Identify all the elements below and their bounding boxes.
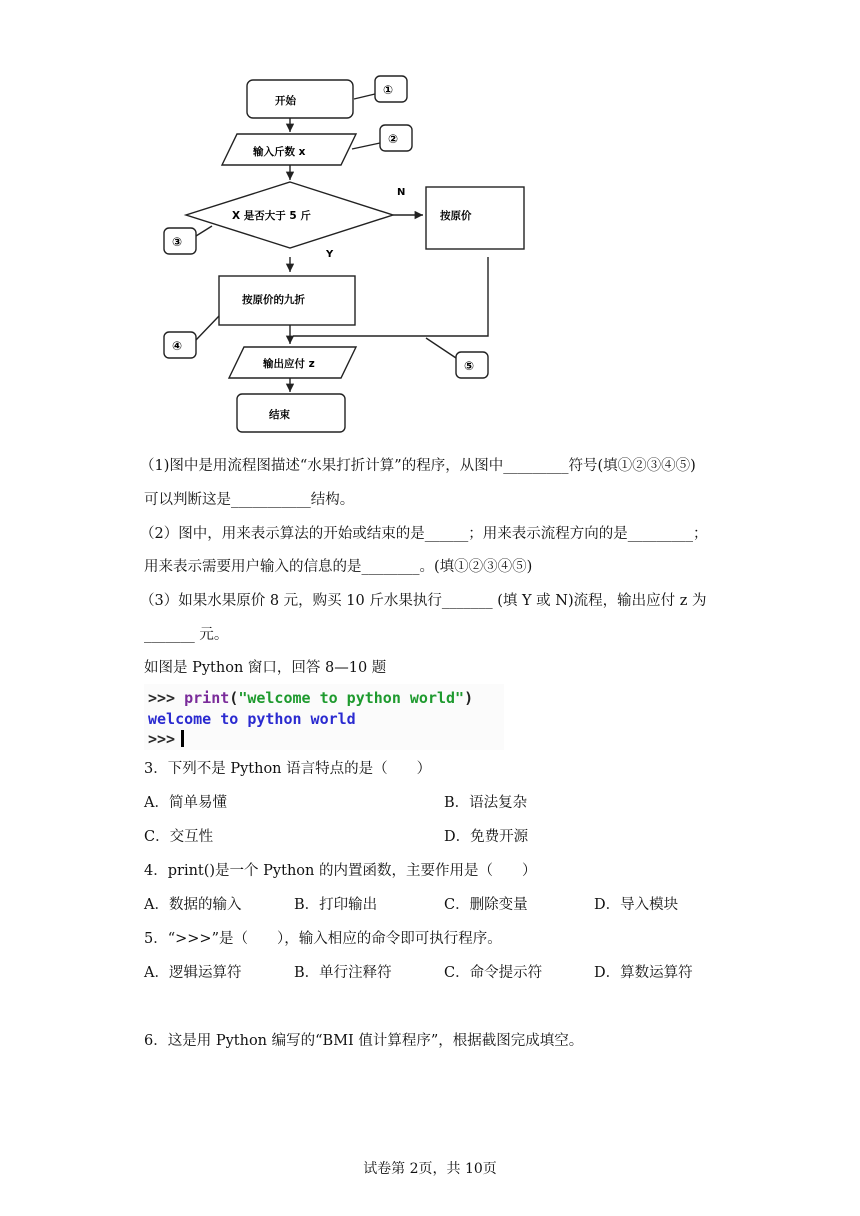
python-output: welcome to python world <box>148 710 356 728</box>
no-process-label: 按原价 <box>440 210 472 222</box>
q-part1-line1: （1)图中是用流程图描述“水果打折计算”的程序，从图中_________符号(填①②③④⑤) <box>140 458 696 474</box>
python-intro: 如图是 Python 窗口，回答 8—10 题 <box>144 660 387 676</box>
open-paren: ( <box>229 689 239 707</box>
q-part3-line2: _______ 元。 <box>144 627 229 643</box>
close-paren: ) <box>464 689 474 707</box>
q4-option-a: A．数据的输入 <box>144 897 242 913</box>
q3-stem: 3．下列不是 Python 语言特点的是（ ） <box>144 761 432 777</box>
callout-3: ③ <box>172 235 183 249</box>
python-line-1 <box>148 688 473 708</box>
callout-1: ① <box>383 83 394 97</box>
end-box <box>237 394 345 432</box>
q4-option-d: D．导入模块 <box>594 897 679 913</box>
q3-option-a: A．简单易懂 <box>144 795 227 811</box>
start-label: 开始 <box>275 95 296 107</box>
q5-stem: 5．“>>>”是（ ），输入相应的命令即可执行程序。 <box>144 931 502 947</box>
python-line-3 <box>148 729 184 749</box>
yes-process-label: 按原价的九折 <box>242 294 305 306</box>
string-literal: "welcome to python world" <box>238 689 465 707</box>
text-cursor <box>181 730 184 747</box>
q5-option-b: B．单行注释符 <box>294 965 392 981</box>
q-part3-line1: （3）如果水果原价 8 元，购买 10 斤水果执行_______ (填 Y 或 N)流程，输出应付 z 为 <box>140 593 707 609</box>
output-label: 输出应付 z <box>263 358 315 370</box>
q4-option-c: C．删除变量 <box>444 897 528 913</box>
callout-4: ④ <box>172 339 183 353</box>
page-footer: 试卷第 2页，共 10页 <box>363 1161 497 1177</box>
prompt-symbol-2: >>> <box>148 730 176 748</box>
q3-option-b: B．语法复杂 <box>444 795 528 811</box>
q-part2-line1: （2）图中，用来表示算法的开始或结束的是______；用来表示流程方向的是_________； <box>140 526 708 542</box>
q3-option-c: C．交互性 <box>144 829 214 845</box>
decision-label: X 是否大于 5 斤 <box>232 210 311 222</box>
q6-stem: 6．这是用 Python 编写的“BMI 值计算程序”，根据截图完成填空。 <box>144 1033 584 1049</box>
python-window <box>144 684 504 750</box>
q3-option-d: D．免费开源 <box>444 829 529 845</box>
print-function: print <box>184 689 230 707</box>
yes-branch-label: Y <box>326 249 334 260</box>
q5-option-d: D．算数运算符 <box>594 965 693 981</box>
end-label: 结束 <box>269 409 290 421</box>
prompt-symbol: >>> <box>148 689 185 707</box>
q-part1-line2: 可以判断这是___________结构。 <box>144 492 355 508</box>
start-box <box>247 80 353 118</box>
q-part2-line2: 用来表示需要用户输入的信息的是________。(填①②③④⑤) <box>144 559 533 575</box>
q4-option-b: B．打印输出 <box>294 897 378 913</box>
q4-stem: 4．print()是一个 Python 的内置函数，主要作用是（ ） <box>144 863 537 879</box>
input-label: 输入斤数 x <box>253 146 306 158</box>
callout-5: ⑤ <box>464 359 475 373</box>
flowchart-diagram <box>0 0 860 440</box>
no-branch-label: N <box>397 187 406 198</box>
q5-option-a: A．逻辑运算符 <box>144 965 242 981</box>
q5-option-c: C．命令提示符 <box>444 965 543 981</box>
callout-2: ② <box>388 132 399 146</box>
